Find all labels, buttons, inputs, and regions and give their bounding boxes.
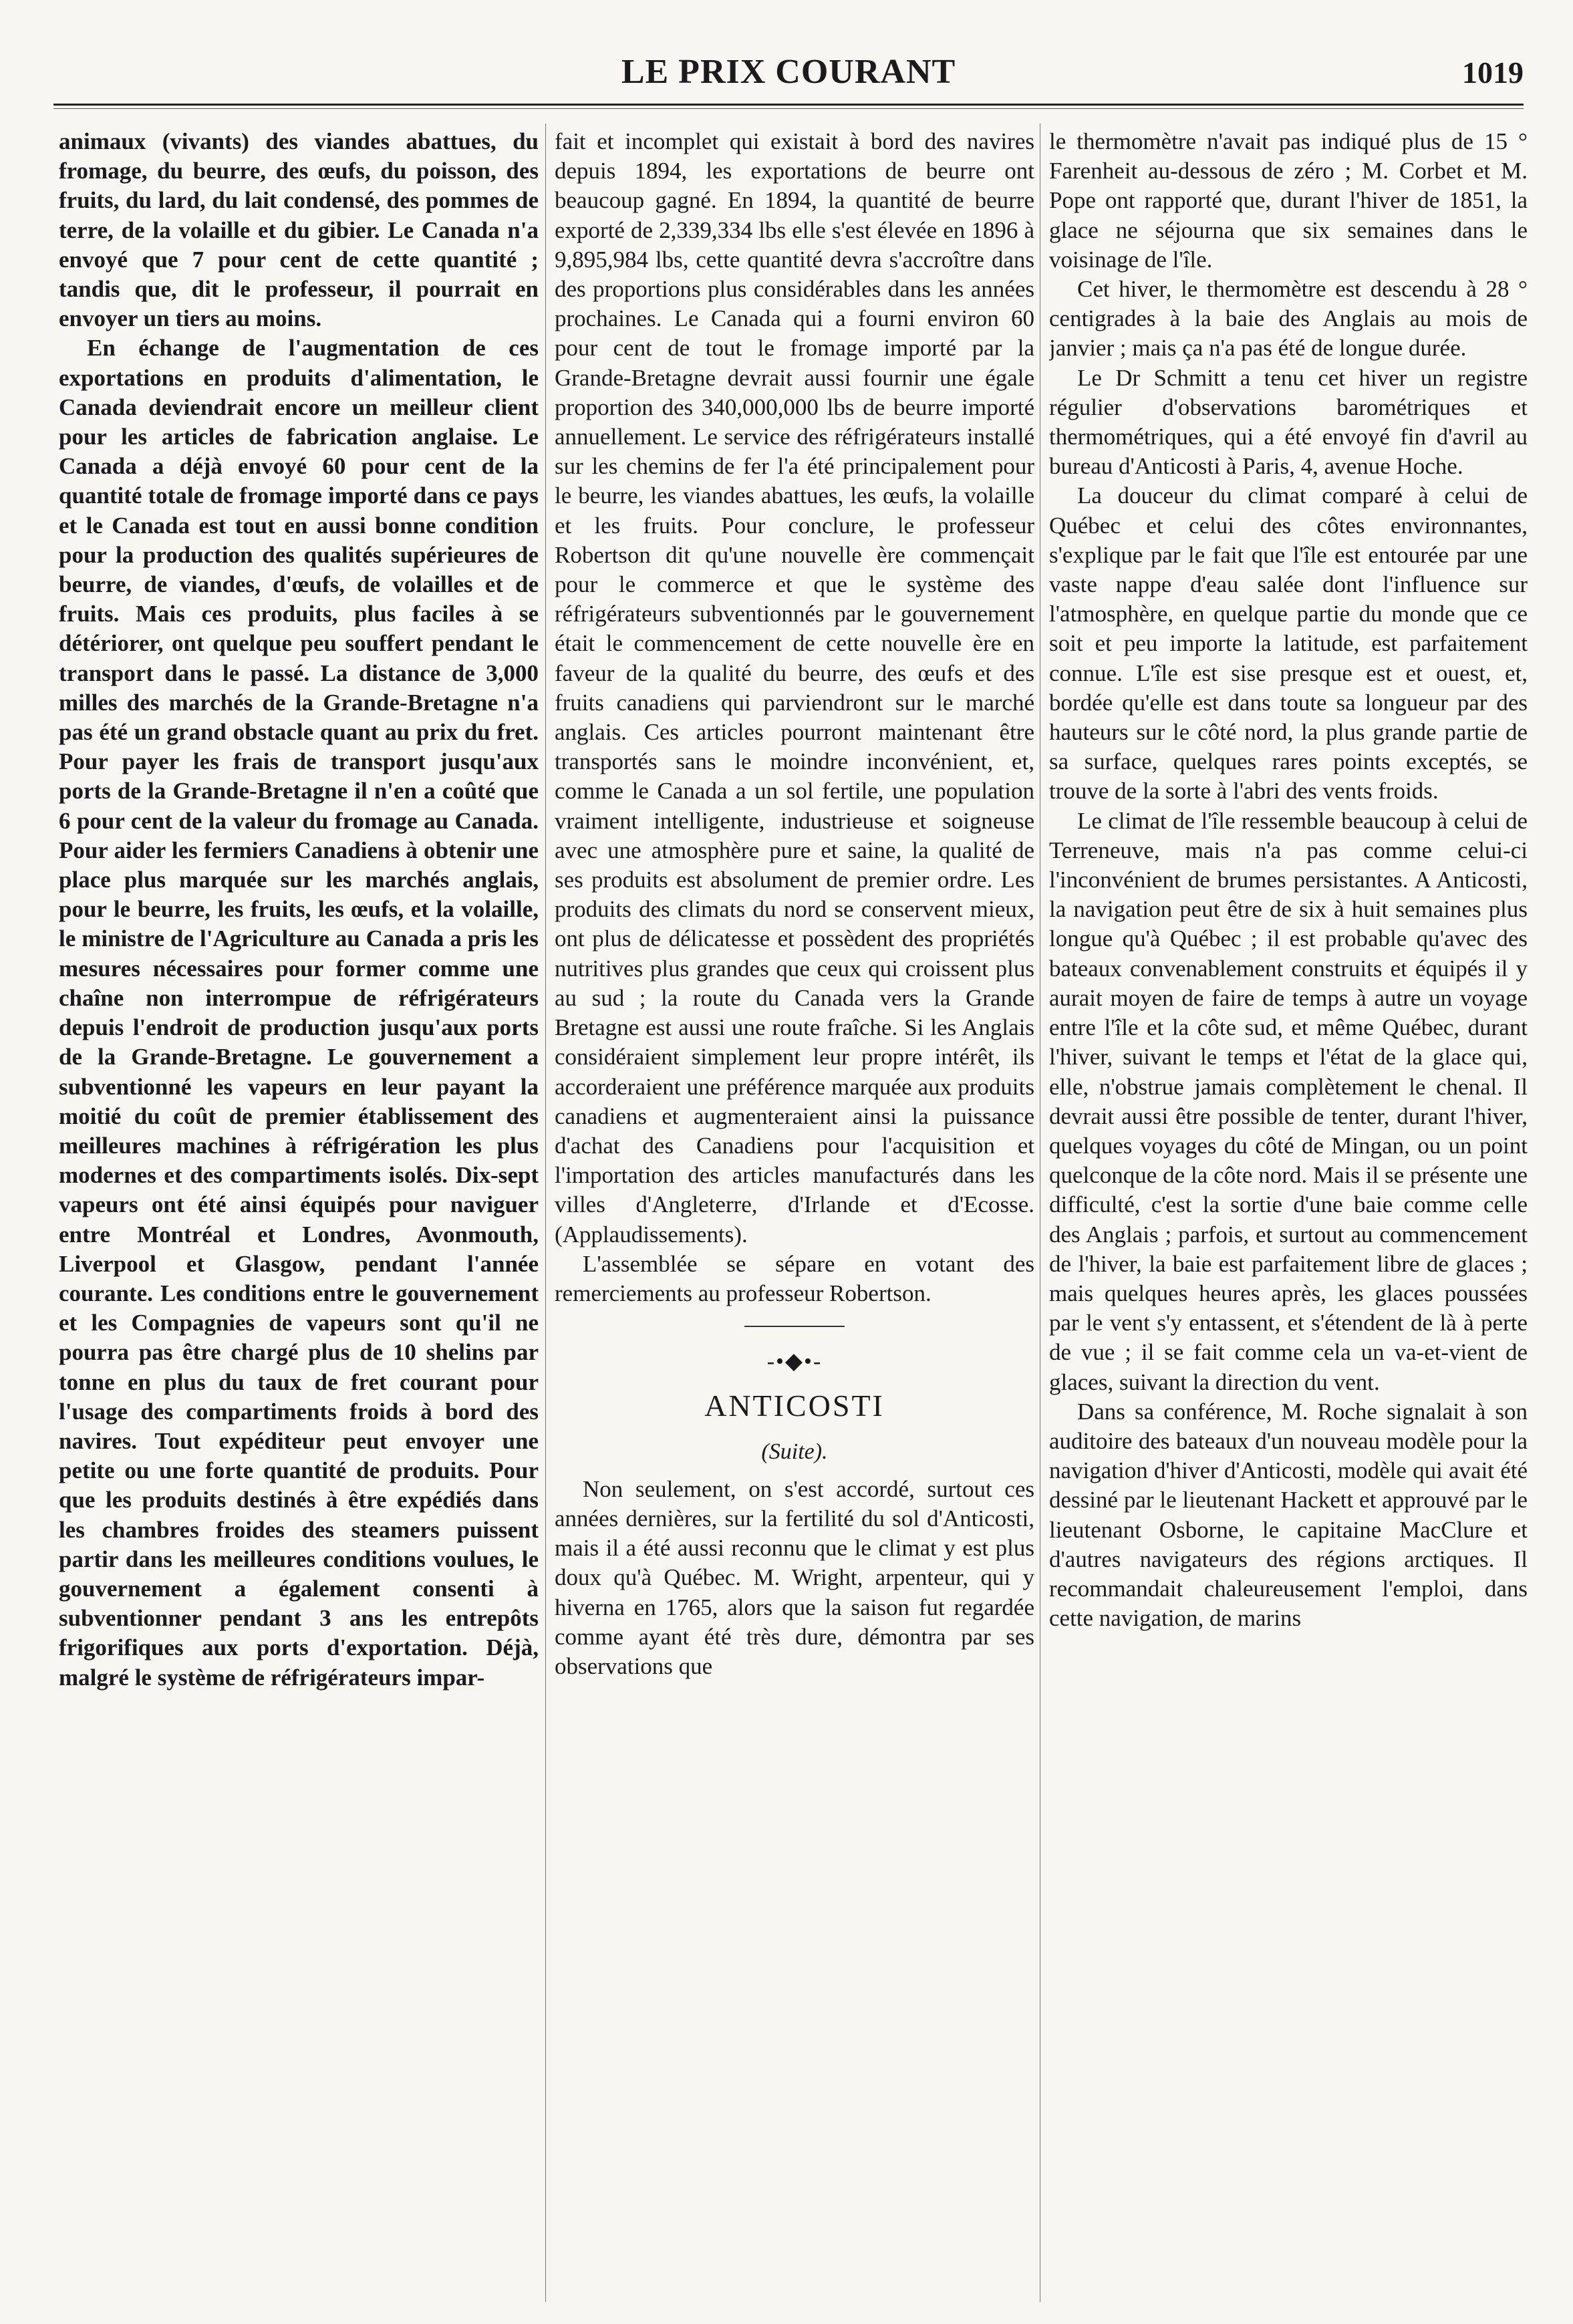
column-2: [555, 127, 1034, 2299]
col3-paragraph-6: Dans sa conférence, M. Roche signalait à son auditoire des bateaux d'un nouveau modèle pour la navigation d'hiver d'Anticosti, modèle qui avait été dessiné par le lieutenant Hackett et approuvé par le lieutenant Osborne, le capitaine MacClure et d'autres navigateurs des régions arctiques. Il recommandait chaleureusement l'emploi, dans cette navigation, de marins: [1049, 1398, 1528, 1632]
section-title-anticosti: ANTICOSTI: [704, 1389, 885, 1423]
column-1: [59, 127, 539, 2299]
journal-title: LE PRIX COURANT: [621, 53, 956, 91]
column-divider-1: [545, 124, 546, 2302]
col3-paragraph-4: La douceur du climat comparé à celui de Québec et celui des côtes environnantes, s'explique par le fait que l'île est entourée par une vaste nappe d'eau salée dont l'influence sur l'atmosphère, en quelque partie du monde que ce soit et peu importe la latitude, est parfaitement connue. L'île est sise presque est et ouest, et, bordée qu'elle est dans toute sa longueur par des hauteurs sur le côté nord, la plus grande partie de sa surface, quelques rares points exceptés, se trouve de la sorte à l'abri des vents froids.: [1049, 482, 1528, 805]
header-rule: [53, 104, 1524, 106]
section-ornament: -•◆•-: [766, 1349, 823, 1374]
article-end-rule: [744, 1326, 845, 1327]
col1-paragraph-2: En échange de l'augmentation de ces exportations en produits d'alimentation, le Canada deviendrait encore un meilleur client pour les articles de fabrication anglaise. Le Canada a déjà envoyé 60 pour cent de la quantité totale de fromage importé dans ce pays et le Canada est tout en aussi bonne condition pour la production des qualités supérieures de beurre, de viandes, d'œufs, de volailles et de fruits. Mais ces produits, plus faciles à se détériorer, ont quelque peu souffert pendant le transport dans le passé. La distance de 3,000 milles des marchés de la Grande-Bretagne n'a pas été un grand obstacle quant au prix du fret. Pour payer les frais de transport jusqu'aux ports de la Grande-Bretagne il n'en a coûté que 6 pour cent de la valeur du fromage au Canada. Pour aider les fermiers Canadiens à obtenir une place plus marquée sur les marchés anglais, pour le beurre, les fruits, les œufs, et la volaille, le ministre de l'Agriculture au Canada a pris les mesures nécessaires pour former comme une chaîne non interrompue de réfrigérateurs depuis l'endroit de production jusqu'aux ports de la Grande-Bretagne. Le gouvernement a subventionné les vapeurs en leur payant la moitié du coût de premier établissement des meilleures machines à réfrigération les plus modernes et des compartiments isolés. Dix-sept vapeurs ont été ainsi équipés pour naviguer entre Montréal et Londres, Avonmouth, Liverpool et Glasgow, pendant l'année courante. Les conditions entre le gouvernement et les Compagnies de vapeurs sont qu'il ne pourra pas être chargé plus de 10 shelins par tonne en plus du taux de fret courant pour l'usage des compartiments froids à bord des navires. Tout expéditeur peut envoyer une petite ou une forte quantité de produits. Pour que les produits destinés à être expédiés dans les chambres froides des steamers puissent partir dans les meilleures conditions voulues, le gouvernement a également consenti à subventionner pendant 3 ans les entrepôts frigorifiques aux ports d'exportation. Déjà, malgré le système de réfrigérateurs impar-: [59, 335, 539, 1691]
col3-paragraph-2: Cet hiver, le thermomètre est descendu à 28 ° centigrades à la baie des Anglais au mois de janvier ; mais ça n'a pas été de longue durée.: [1049, 276, 1528, 361]
col1-paragraph-1: animaux (vivants) des viandes abattues, du fromage, du beurre, des œufs, du poisson, des fruits, du lard, du lait condensé, des pommes de terre, de la volaille et du gibier. Le Canada n'a envoyé que 7 pour cent de cette quantité ; tandis que, dit le professeur, il pourrait en envoyer un tiers au moins.: [59, 128, 539, 332]
anticosti-paragraph-1: Non seulement, on s'est accordé, surtout ces années dernières, sur la fertilité du sol d'Anticosti, mais il a été aussi reconnu que le climat y est plus doux qu'à Québec. M. Wright, arpenteur, qui y hiverna en 1765, alors que la saison fut regardée comme ayant été très dure, démontra par ses observations que: [555, 1475, 1034, 1679]
section-subtitle: (Suite).: [761, 1439, 828, 1464]
column-3: [1049, 127, 1528, 2299]
page-number: 1019: [1462, 55, 1524, 90]
header-rule-thin: [53, 108, 1524, 109]
col2-paragraph-2: L'assemblée se sépare en votant des remerciements au professeur Robertson.: [555, 1250, 1034, 1306]
col3-paragraph-5: Le climat de l'île ressemble beaucoup à celui de Terreneuve, mais n'a pas comme celui-ci l'inconvénient de brumes persistantes. A Anticosti, la navigation peut être de six à huit semaines plus longue qu'à Québec ; il est probable qu'avec des bateaux convenablement construits et équipés il y aurait moyen de faire de temps à autre un voyage entre l'île et la côte sud, et même Québec, durant l'hiver, suivant le temps et l'état de la glace qui, elle, n'obstrue jamais complètement le chenal. Il devrait aussi être possible de tenter, durant l'hiver, quelques voyages du côté de Mingan, ou un point quelconque de la côte nord. Mais il se présente une difficulté, c'est la sortie d'une baie comme celle des Anglais ; parfois, et surtout au commencement de l'hiver, la baie est parfaitement libre de glaces ; mais quelques heures après, les glaces poussées par le vent s'y entassent, et s'étendent de là à perte de vue ; il se fait comme cela un va-et-vient de glaces, suivant la direction du vent.: [1049, 807, 1528, 1395]
running-head: [53, 47, 1524, 107]
col3-paragraph-3: Le Dr Schmitt a tenu cet hiver un registre régulier d'observations barométriques et thermométriques, qui a été envoyé fin d'avril au bureau d'Anticosti à Paris, 4, avenue Hoche.: [1049, 364, 1528, 480]
col3-paragraph-1: le thermomètre n'avait pas indiqué plus de 15 ° Farenheit au-dessous de zéro ; M. Corbet et M. Pope ont rapporté que, durant l'hiver de 1851, la glace ne séjourna que six semaines dans le voisinage de l'île.: [1049, 128, 1528, 273]
col2-paragraph-1: fait et incomplet qui existait à bord des navires depuis 1894, les exportations de beurre ont beaucoup gagné. En 1894, la quantité de beurre exporté de 2,339,334 lbs elle s'est élevée en 1896 à 9,895,984 lbs, cette quantité devra s'accroître dans des proportions plus considérables dans les années prochaines. Le Canada qui a fourni environ 60 pour cent de tout le fromage importé par la Grande-Bretagne devrait aussi fournir une égale proportion des 340,000,000 lbs de beurre importé annuellement. Le service des réfrigérateurs installé sur les chemins de fer l'a été principalement pour le beurre, les viandes abattues, les œufs, la volaille et les fruits. Pour conclure, le professeur Robertson dit qu'une nouvelle ère commençait pour le commerce et que le système des réfrigérateurs subventionnés par le gouvernement était le commencement de cette nouvelle ère en faveur de la qualité du beurre, des œufs et des fruits canadiens qui parviendront sur le marché anglais. Ces articles pourront maintenant être transportés sans le moindre inconvénient, et, comme le Canada a un sol fertile, une population vraiment intelligente, industrieuse et soigneuse avec une atmosphère pure et saine, la qualité de ses produits est absolument de premier ordre. Les produits des climats du nord se conservent mieux, ont plus de délicatesse et possèdent des propriétés nutritives plus grandes que ceux qui croissent plus au sud ; la route du Canada vers la Grande Bretagne est aussi une route fraîche. Si les Anglais considéraient simplement leur propre intérêt, ils accorderaient une préférence marquée aux produits canadiens et augmenteraient ainsi la puissance d'achat des Canadiens pour l'acquisition et l'importation des articles manufacturés dans les villes d'Angleterre, d'Irlande et d'Ecosse. (Applaudissements).: [555, 128, 1034, 1248]
